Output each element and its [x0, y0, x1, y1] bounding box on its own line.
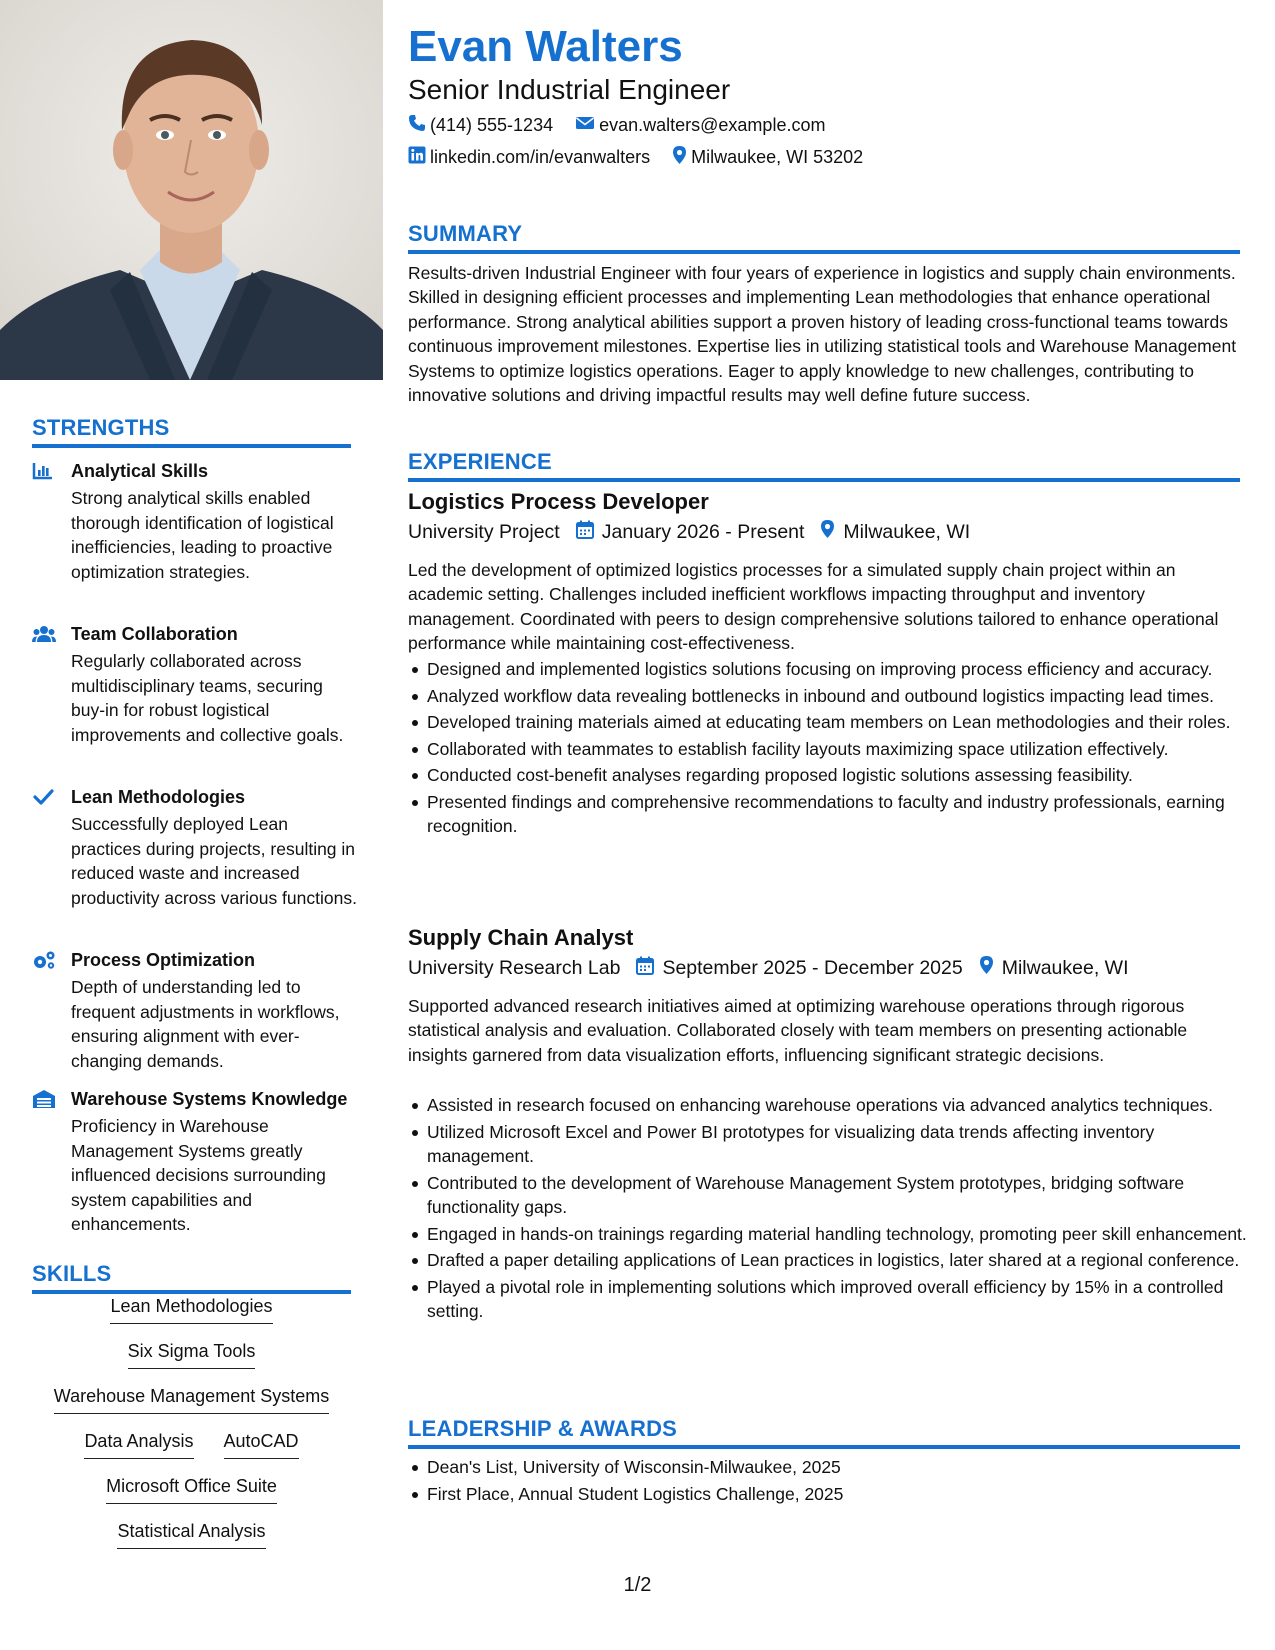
gears-icon	[32, 950, 56, 970]
skills-list	[32, 1296, 351, 1566]
strength-title: Team Collaboration	[71, 624, 238, 644]
summary-text: Results-driven Industrial Engineer with four years of experience in logistics and supply chain environments. Skilled in designing efficient processes and implementing Lean methodologies that enhance operational performance. Strong analytical abilities support a proven history of leading cross-functional teams towards continuous improvement milestones. Expertise lies in utilizing statistical tools and Warehouse Management Systems to optimize logistics operations. Eager to apply knowledge to new challenges, contributing to innovative solutions and driving impactful results may well define future success.	[408, 263, 1237, 406]
strengths-divider	[32, 444, 351, 448]
page-number: 1/2	[623, 1574, 652, 1596]
leadership-heading: LEADERSHIP & AWARDS	[408, 1416, 678, 1441]
job-organization: University Research Lab	[408, 956, 621, 979]
users-icon	[32, 624, 56, 644]
list-item: Presented findings and comprehensive recommendations to faculty and industry professionals, earning recognition.	[427, 790, 1259, 839]
skill-tag: Statistical Analysis	[117, 1521, 265, 1549]
summary-divider	[408, 250, 1240, 254]
job-dates-text: September 2025 - December 2025	[662, 956, 963, 979]
list-item: Collaborated with teammates to establish facility layouts maximizing space utilization effectively.	[427, 737, 1259, 761]
warehouse-icon	[32, 1089, 56, 1109]
phone-icon	[408, 114, 430, 137]
email-contact[interactable]	[575, 115, 825, 136]
job-title: Logistics Process Developer	[408, 489, 709, 514]
job-bullets	[408, 657, 1259, 841]
phone-number: (414) 555-1234	[430, 115, 554, 135]
job-description: Supported advanced research initiatives aimed at optimizing warehouse operations through rigorous statistical analysis and evaluation. Collaborated closely with team members on presenting actionable insights garnered from data visualization efforts, influencing significant strategic decisions.	[408, 996, 1188, 1065]
job-description: Led the development of optimized logistics processes for a simulated supply chain project within an academic setting. Challenges included inefficient workflows impacting throughput and inventory management. Coordinated with peers to design comprehensive solutions tailored to enhance operational performance while maintaining cost-effectiveness.	[408, 560, 1219, 654]
sidebar	[0, 0, 383, 1650]
strength-description: Successfully deployed Lean practices during projects, resulting in reduced waste and increased productivity across various functions.	[71, 814, 357, 908]
linkedin-icon	[408, 146, 430, 169]
skill-row	[32, 1521, 351, 1566]
strength-title: Warehouse Systems Knowledge	[71, 1089, 348, 1109]
strengths-heading: STRENGTHS	[32, 415, 170, 440]
calendar-icon	[576, 520, 602, 545]
skill-row	[32, 1341, 351, 1386]
list-item: Assisted in research focused on enhancing warehouse operations via advanced analytics techniques.	[427, 1093, 1259, 1117]
job-bullets	[408, 1093, 1259, 1326]
candidate-role: Senior Industrial Engineer	[408, 74, 731, 105]
skill-tag: AutoCAD	[224, 1431, 299, 1459]
phone-contact	[408, 114, 553, 137]
job-location-text: Milwaukee, WI	[843, 520, 971, 543]
skill-row	[32, 1476, 351, 1521]
list-item: Developed training materials aimed at educating team members on Lean methodologies and their roles.	[427, 710, 1259, 734]
job-organization: University Project	[408, 520, 560, 543]
leadership-divider	[408, 1445, 1240, 1449]
job-title: Supply Chain Analyst	[408, 925, 634, 950]
skill-tag: Lean Methodologies	[110, 1296, 272, 1324]
list-item: Drafted a paper detailing applications of Lean practices in logistics, later shared at a regional conference.	[427, 1248, 1259, 1272]
profile-photo	[0, 0, 383, 380]
map-pin-icon	[820, 519, 843, 545]
job-location	[979, 955, 1129, 981]
linkedin-contact[interactable]	[408, 146, 650, 169]
skill-tag: Microsoft Office Suite	[106, 1476, 277, 1504]
strength-description: Regularly collaborated across multidisciplinary teams, securing buy-in for robust logistical improvements and collective goals.	[71, 651, 344, 745]
strength-title: Analytical Skills	[71, 461, 209, 481]
job-location	[820, 519, 970, 545]
candidate-name: Evan Walters	[408, 22, 683, 71]
skills-divider	[32, 1290, 351, 1294]
job-location-text: Milwaukee, WI	[1001, 956, 1129, 979]
bar-chart-icon	[32, 461, 56, 481]
leadership-list	[408, 1455, 1259, 1508]
map-pin-icon	[979, 955, 1002, 981]
skill-row	[32, 1386, 351, 1431]
job-dates	[636, 956, 962, 981]
location-contact	[672, 145, 863, 170]
skill-row	[32, 1296, 351, 1341]
experience-divider	[408, 478, 1240, 482]
list-item: Designed and implemented logistics solutions focusing on improving process efficiency and accuracy.	[427, 657, 1259, 681]
summary-heading: SUMMARY	[408, 221, 523, 246]
list-item: Played a pivotal role in implementing solutions which improved overall efficiency by 15% in a controlled setting.	[427, 1275, 1259, 1324]
strength-description: Depth of understanding led to frequent adjustments in workflows, ensuring alignment with ever-changing demands.	[71, 977, 340, 1071]
skills-heading: SKILLS	[32, 1261, 112, 1286]
strength-title: Process Optimization	[71, 950, 256, 970]
contact-row	[408, 145, 885, 170]
experience-heading: EXPERIENCE	[408, 449, 552, 474]
strength-title: Lean Methodologies	[71, 787, 246, 807]
job-dates	[576, 520, 805, 545]
email-address[interactable]: evan.walters@example.com	[599, 115, 826, 135]
list-item: Analyzed workflow data revealing bottlenecks in inbound and outbound logistics impacting lead times.	[427, 684, 1259, 708]
location-text: Milwaukee, WI 53202	[691, 147, 864, 167]
skill-tag: Data Analysis	[84, 1431, 193, 1459]
list-item: Utilized Microsoft Excel and Power BI prototypes for visualizing data trends affecting inventory management.	[427, 1120, 1259, 1169]
job-meta	[408, 955, 1144, 981]
map-pin-icon	[672, 145, 691, 170]
skill-tag: Six Sigma Tools	[128, 1341, 256, 1369]
skill-row	[32, 1431, 351, 1476]
strength-description: Strong analytical skills enabled thorough identification of logistical inefficiencies, leading to proactive optimization strategies.	[71, 488, 334, 582]
check-icon	[32, 787, 56, 807]
email-icon	[575, 115, 599, 136]
linkedin-url[interactable]: linkedin.com/in/evanwalters	[430, 147, 651, 167]
list-item: Dean's List, University of Wisconsin-Milwaukee, 2025	[427, 1455, 1259, 1479]
list-item: Contributed to the development of Warehouse Management System prototypes, bridging software functionality gaps.	[427, 1171, 1259, 1220]
skill-tag: Warehouse Management Systems	[54, 1386, 329, 1414]
calendar-icon	[636, 956, 662, 981]
list-item: Engaged in hands-on trainings regarding material handling technology, promoting peer skill enhancement.	[427, 1222, 1259, 1246]
strength-description: Proficiency in Warehouse Management Systems greatly influenced decisions surrounding system capabilities and enhancements.	[71, 1116, 326, 1234]
contact-row	[408, 114, 847, 137]
job-meta	[408, 519, 986, 545]
list-item: First Place, Annual Student Logistics Challenge, 2025	[427, 1482, 1259, 1506]
job-dates-text: January 2026 - Present	[601, 520, 805, 543]
list-item: Conducted cost-benefit analyses regarding proposed logistic solutions assessing feasibility.	[427, 763, 1259, 787]
